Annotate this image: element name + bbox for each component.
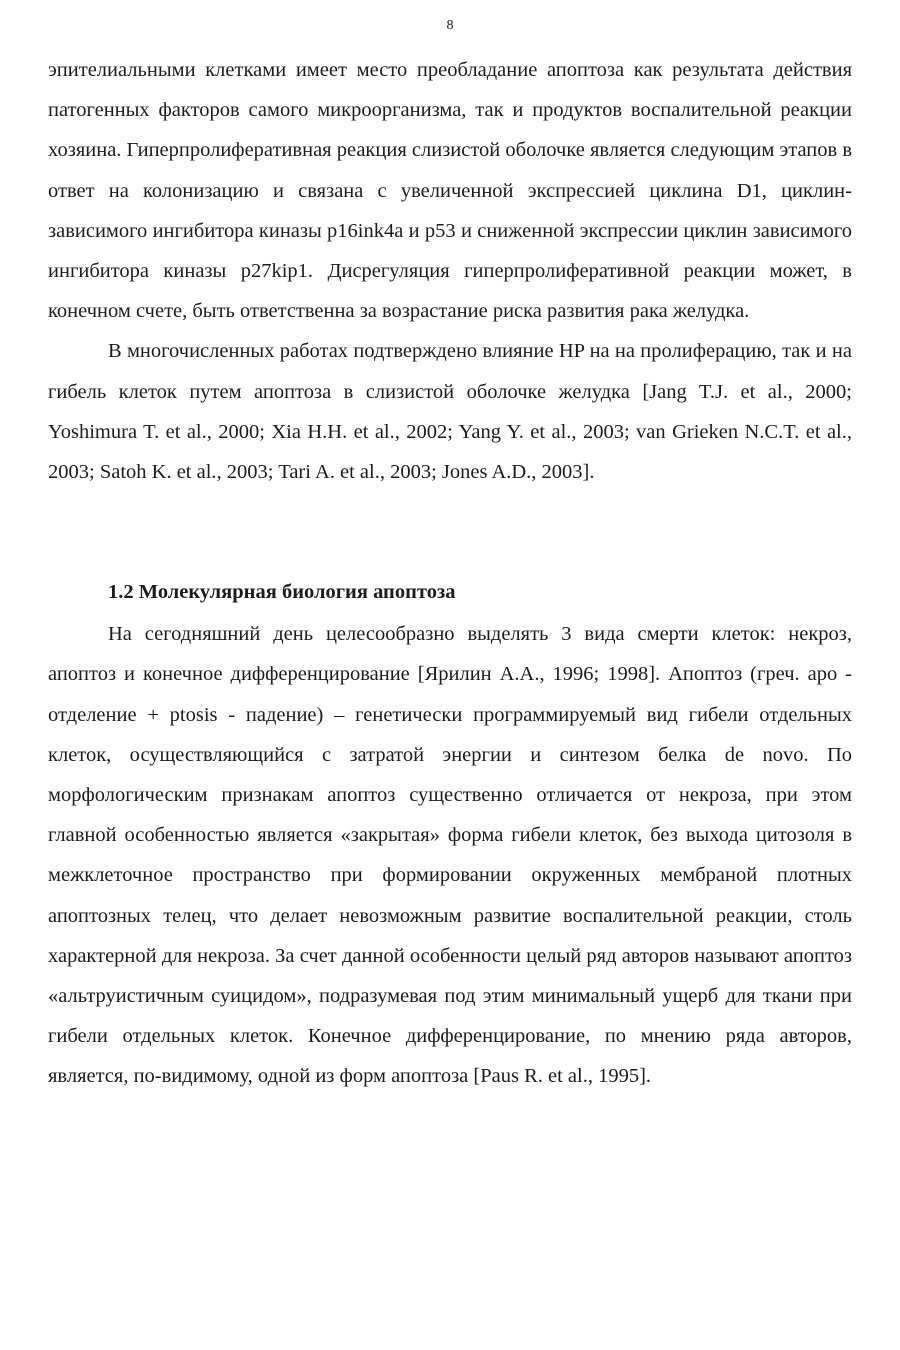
page-content	[48, 50, 852, 1097]
paragraph-hp-influence: В многочисленных работах подтверждено влияние HP на на пролиферацию, так и на гибель клеток путем апоптоза в слизистой оболочке желудка [Jang T.J. et al., 2000; Yoshimura T. et al., 2000; Xia H.H. et al., 2002; Yang Y. et al., 2003; van Grieken N.C.T. et al., 2003; Satoh K. et al., 2003; Tari A. et al., 2003; Jones A.D., 2003].	[48, 340, 852, 484]
section-spacer	[48, 492, 852, 572]
paragraph-continuation: эпителиальными клетками имеет место преобладание апоптоза как результата действия патогенных факторов самого микроорганизма, так и продуктов воспалительной реакции хозяина. Гиперпролиферативная реакция слизистой оболочке является следующим этапов в ответ на колонизацию и связана с увеличенной экспрессией циклина D1, циклин-зависимого ингибитора киназы p16ink4a и p53 и сниженной экспрессии циклин зависимого ингибитора киназы p27kip1. Дисрегуляция гиперпролиферативной реакции может, в конечном счете, быть ответственна за возрастание риска развития рака желудка.	[48, 59, 852, 323]
section-heading: 1.2 Молекулярная биология апоптоза	[108, 581, 456, 604]
page-number: 8	[446, 18, 454, 33]
paragraph-apoptosis-definition: На сегодняшний день целесообразно выделять 3 вида смерти клеток: некроз, апоптоз и конечное дифференцирование [Ярилин А.А., 1996; 1998]. Апоптоз (греч. apo - отделение + ptosis - падение) – генетически программируемый вид гибели отдельных клеток, осуществляющийся с затратой энергии и синтезом белка de novo. По морфологическим признакам апоптоз существенно отличается от некроза, при этом главной особенностью является «закрытая» форма гибели клеток, без выхода цитозоля в межклеточное пространство при формировании окруженных мембраной плотных апоптозных телец, что делает невозможным развитие воспалительной реакции, столь характерной для некроза. За счет данной особенности целый ряд авторов называют апоптоз «альтруистичным суицидом», подразумевая под этим минимальный ущерб для ткани при гибели отдельных клеток. Конечное дифференцирование, по мнению ряда авторов, является, по-видимому, одной из форм апоптоза [Paus R. et al., 1995].	[48, 623, 852, 1088]
